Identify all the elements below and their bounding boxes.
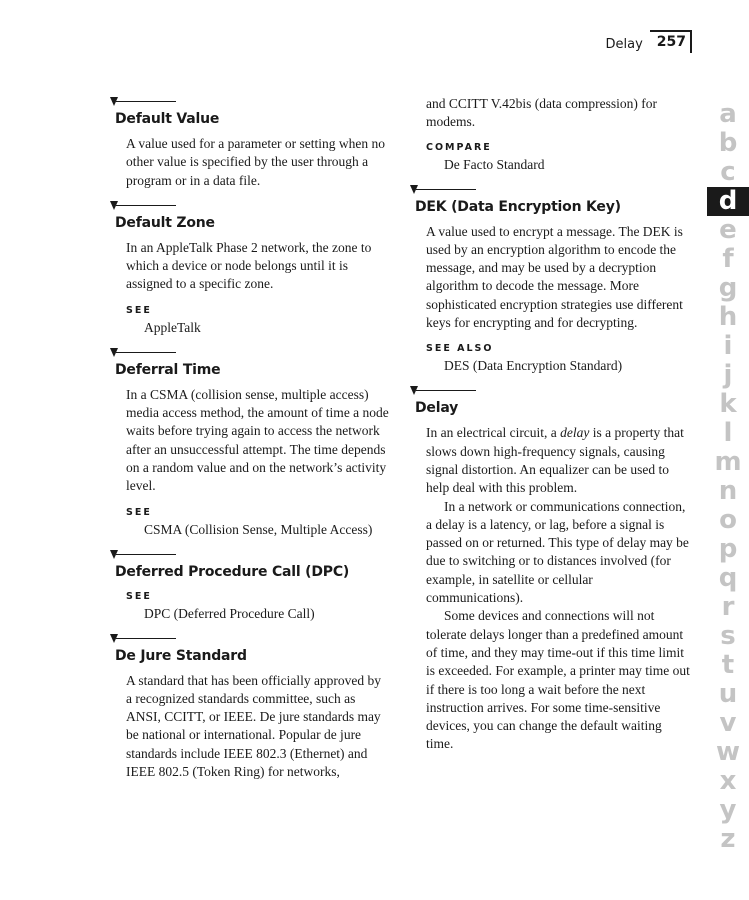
alphabet-thumb-index: [707, 100, 749, 854]
right-column: [410, 95, 690, 764]
page-header: [605, 30, 692, 53]
entry-definition: In an AppleTalk Phase 2 network, the zone to which a device or node belongs until it is assigned to a specific zone.: [126, 239, 372, 292]
compare-reference: De Facto Standard: [444, 156, 545, 172]
thumb-letter-y: y: [719, 795, 737, 825]
entry-term: De Jure Standard: [115, 647, 247, 664]
thumb-letter-h: h: [718, 302, 738, 332]
see-also-reference: DES (Data Encryption Standard): [444, 358, 623, 374]
thumb-letter-r: r: [721, 592, 735, 622]
thumb-letter-j: j: [723, 360, 733, 390]
thumb-letter-e: e: [719, 215, 737, 245]
entry-continuation: [410, 95, 690, 174]
entry-term: DEK (Data Encryption Key): [415, 198, 621, 215]
entry-de-jure-standard: [110, 633, 390, 782]
thumb-letter-u: u: [718, 679, 738, 709]
thumb-letter-w: w: [715, 737, 741, 767]
see-reference: AppleTalk: [144, 319, 201, 335]
entry-marker: [410, 385, 690, 396]
thumb-letter-p: p: [718, 534, 738, 564]
thumb-letter-b: b: [718, 128, 738, 158]
thumb-letter-l: l: [723, 418, 733, 448]
entry-marker: [110, 96, 390, 107]
thumb-letter-q: q: [718, 563, 738, 593]
thumb-letter-z: z: [720, 824, 736, 854]
entry-definition-paragraph: In a network or communications connection, a delay is a latency, or lag, before a signal is passed on or returned. This type of delay may be due to switching or to distances involved (for example, in satellite or cellular communications).: [426, 498, 689, 606]
entry-definition: A standard that has been officially approved by a recognized standards committee, such as ANSI, CCITT, or IEEE. De jure standards may be national or international. Popular de jure standards include IEEE 802.3 (Ethernet) and IEEE 802.5 (Token Ring) for networks,: [126, 672, 382, 780]
continued-text: and CCITT V.42bis (data compression) for modems.: [426, 96, 657, 130]
entry-marker: [110, 633, 390, 644]
entry-marker: [110, 549, 390, 560]
thumb-letter-t: t: [721, 650, 735, 680]
entry-term: Default Zone: [115, 214, 215, 231]
thumb-letter-k: k: [719, 389, 737, 419]
thumb-letter-m: m: [714, 447, 742, 477]
thumb-letter-s: s: [720, 621, 736, 651]
thumb-letter-v: v: [719, 708, 737, 738]
entry-deferral-time: [110, 347, 390, 539]
entry-definition: [426, 424, 690, 497]
definition-text: In an electrical circuit, a: [426, 425, 561, 441]
entry-marker: [110, 347, 390, 358]
see-also-label: SEE ALSO: [426, 343, 494, 355]
entry-term: Delay: [415, 400, 459, 417]
thumb-letter-d: d: [707, 187, 749, 216]
thumb-letter-g: g: [718, 273, 738, 303]
thumb-letter-f: f: [722, 244, 734, 274]
entry-marker: [410, 184, 690, 195]
page-number: 257: [657, 31, 692, 53]
thumb-letter-a: a: [719, 99, 737, 129]
thumb-letter-o: o: [719, 505, 737, 535]
entry-delay: [410, 385, 690, 753]
thumb-letter-c: c: [720, 157, 736, 187]
thumb-letter-i: i: [723, 331, 733, 361]
entry-definition: A value used for a parameter or setting when no other value is specified by the user through a program or in a data file.: [126, 136, 386, 188]
entry-default-zone: [110, 200, 390, 337]
definition-text: is a property that slows down high-frequency signals, causing signal distortion. An equalizer can be used to help deal with this problem.: [426, 425, 684, 496]
entry-marker: [110, 200, 390, 211]
running-head: Delay: [605, 37, 643, 52]
see-label: SEE: [126, 590, 152, 602]
compare-label: COMPARE: [426, 141, 492, 153]
entry-term: Default Value: [115, 111, 220, 127]
see-label: SEE: [126, 304, 152, 316]
thumb-letter-n: n: [718, 476, 738, 506]
entry-definition: A value used to encrypt a message. The DEK is used by an encryption algorithm to encode the message, and may be used by a decryption algorithm to decode the message. More sophisticated encryption strategies use different keys for encrypting and for decrypting.: [426, 223, 683, 331]
entry-term: Deferred Procedure Call (DPC): [115, 563, 350, 580]
entry-default-value: [110, 96, 390, 190]
entry-definition-paragraph: Some devices and connections will not tolerate delays longer than a predefined amount of time, and they may time-out if this time limit is exceeded. For example, a printer may time out if there is too long a wait before the next instruction arrives. For some time-sensitive devices, you can change the default waiting time.: [426, 608, 690, 752]
definition-emphasis: delay: [560, 425, 590, 441]
see-reference: CSMA (Collision Sense, Multiple Access): [144, 521, 373, 537]
entry-definition: In a CSMA (collision sense, multiple access) media access method, the amount of time a node waits before trying again to access the network after an unsuccessful attempt. The time depends on a random value and on the network’s activity level.: [126, 386, 389, 494]
thumb-letter-x: x: [719, 766, 737, 796]
see-reference: DPC (Deferred Procedure Call): [144, 605, 315, 621]
entry-term: Deferral Time: [115, 361, 221, 378]
see-label: SEE: [126, 506, 152, 518]
left-column: [110, 96, 390, 791]
entry-deferred-procedure-call: [110, 549, 390, 623]
entry-dek: [410, 184, 690, 376]
